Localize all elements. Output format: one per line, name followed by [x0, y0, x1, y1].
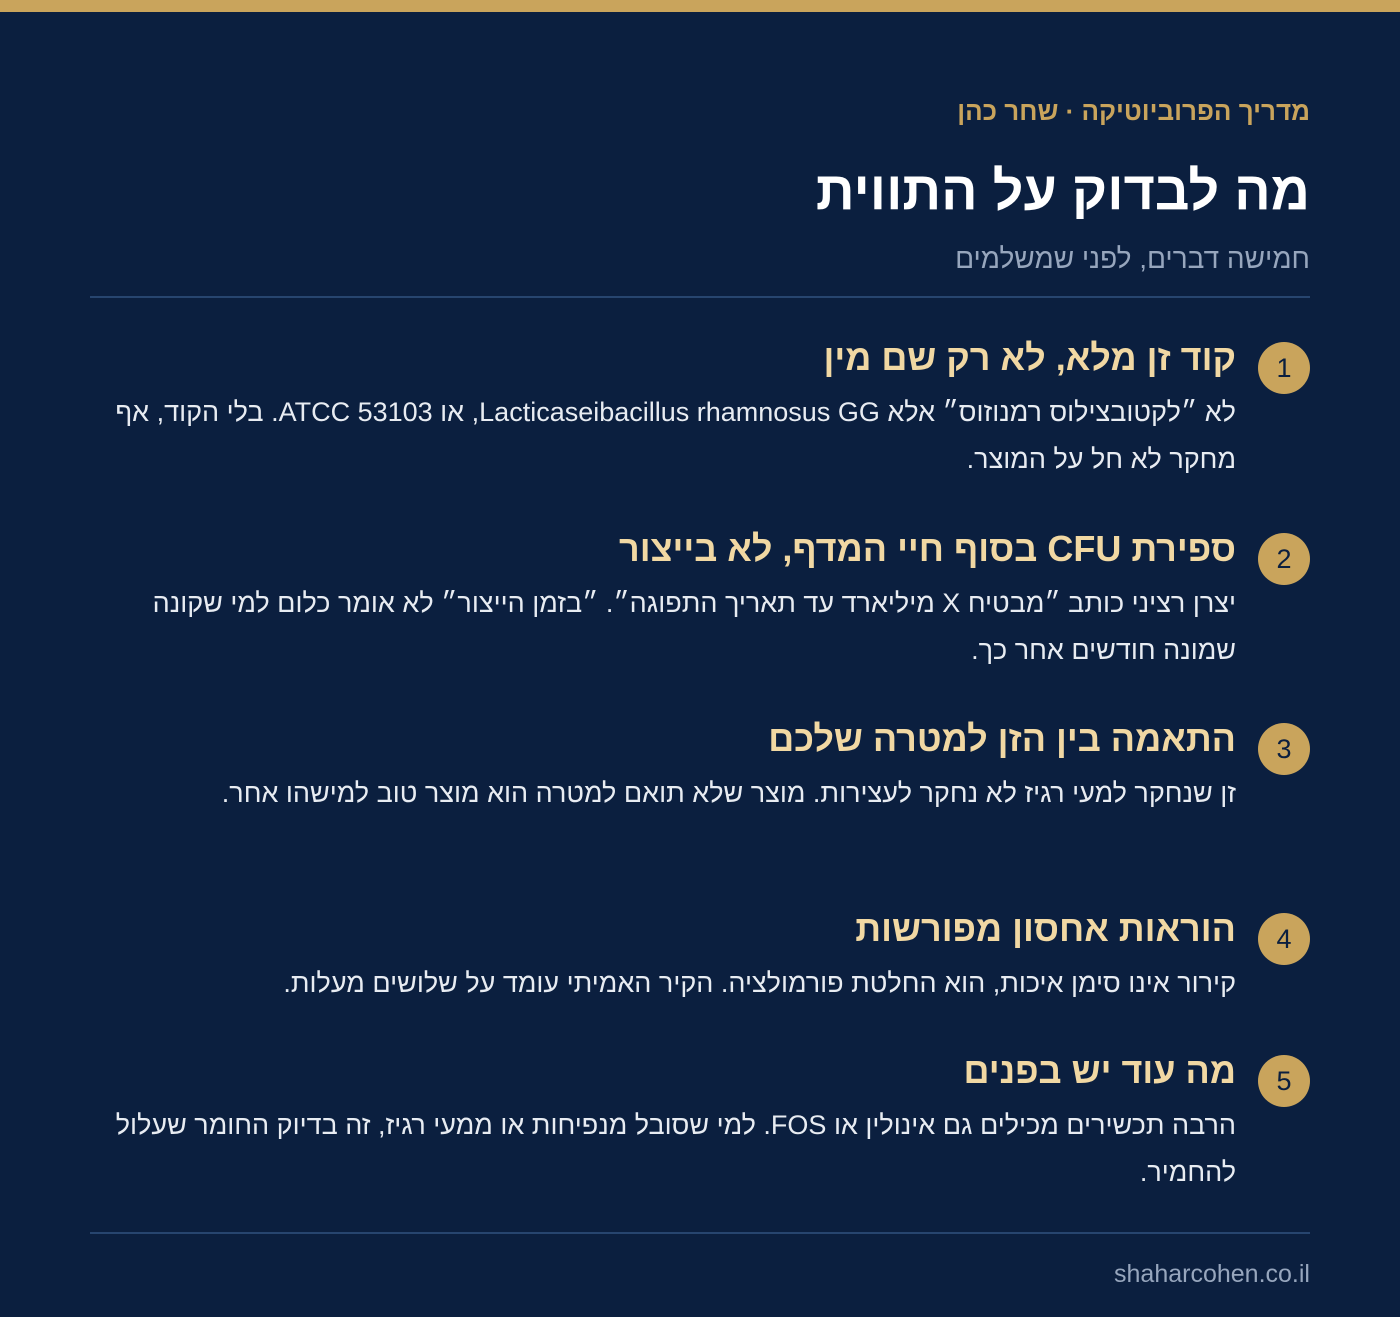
checklist-item-5: [90, 1050, 1310, 1225]
checklist-item-1: [90, 337, 1310, 512]
guide-eyebrow: מדריך הפרוביוטיקה · שחר כהן: [957, 96, 1310, 126]
item-title: התאמה בין הזן למטרה שלכם: [768, 718, 1236, 759]
item-number-badge: 3: [1258, 723, 1310, 775]
item-number-badge: 2: [1258, 533, 1310, 585]
item-title: הוראות אחסון מפורשות: [855, 908, 1236, 949]
item-number-badge: 1: [1258, 342, 1310, 394]
footer-website-url: shaharcohen.co.il: [1114, 1260, 1310, 1288]
item-title: קוד זן מלא, לא רק שם מין: [823, 337, 1236, 378]
item-body: הרבה תכשירים מכילים גם אינולין או FOS. למי שסובל מנפיחות או ממעי רגיז, זה בדיוק החומר שעלול להחמיר.: [115, 1110, 1236, 1187]
checklist-item-3: [90, 718, 1310, 893]
item-body: זן שנחקר למעי רגיז לא נחקר לעצירות. מוצר שלא תואם למטרה הוא מוצר טוב למישהו אחר.: [221, 778, 1236, 808]
infographic-card: [90, 12, 1310, 1317]
page-title: מה לבדוק על התווית: [815, 161, 1310, 221]
item-number-badge: 5: [1258, 1055, 1310, 1107]
item-title: ספירת CFU בסוף חיי המדף, לא בייצור: [618, 528, 1236, 569]
checklist-item-2: [90, 528, 1310, 703]
item-body: קירור אינו סימן איכות, הוא החלטת פורמולציה. הקיר האמיתי עומד על שלושים מעלות.: [283, 968, 1236, 998]
bottom-divider: [90, 1232, 1310, 1234]
top-divider: [90, 296, 1310, 298]
top-accent-bar: [0, 0, 1400, 12]
page-subtitle: חמישה דברים, לפני שמשלמים: [955, 243, 1310, 274]
item-body: לא ״לקטובצילוס רמנוזוס״ אלא Lacticaseibacillus rhamnosus GG, או ATCC 53103. בלי הקוד, אף מחקר לא חל על המוצר.: [115, 397, 1236, 474]
item-number-badge: 4: [1258, 913, 1310, 965]
item-title: מה עוד יש בפנים: [963, 1050, 1236, 1091]
item-body: יצרן רציני כותב ״מבטיח X מיליארד עד תאריך התפוגה״. ״בזמן הייצור״ לא אומר כלום למי שקונה שמונה חודשים אחר כך.: [152, 588, 1236, 665]
